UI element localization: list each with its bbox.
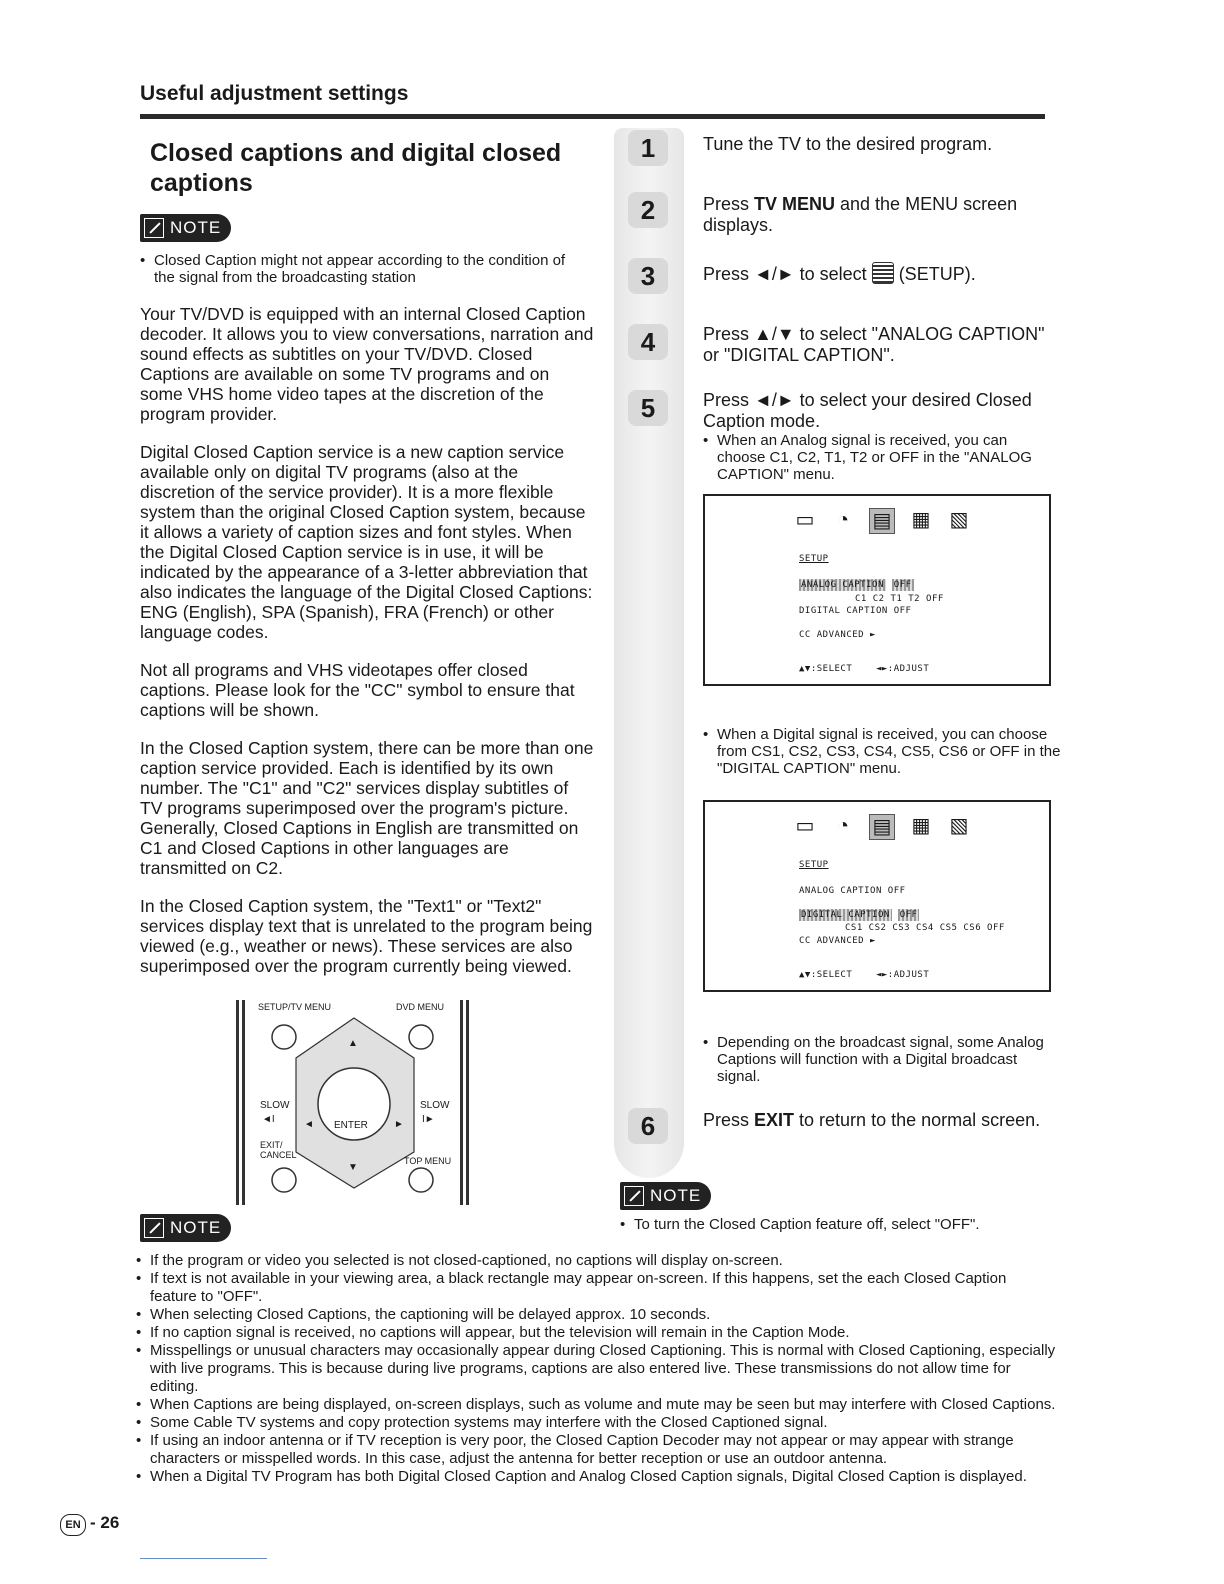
step-number-3: 3 [628, 258, 668, 294]
right-note-list [620, 1216, 1050, 1233]
step-number-6: 6 [628, 1108, 668, 1144]
step-2-text: Press TV MENU and the MENU screen displays. [703, 194, 1018, 235]
paragraph-2: Digital Closed Caption service is a new caption service available only on digital TV programs (also at the discretion of the service provider). It is a more flexible system than the original Closed Caption system, because it allows a variety of caption sizes and font styles. When the Digital Closed Caption service is in use, it will be indicated by the appearance of a 3-letter abbreviation that also indicates the language of the Digital Closed Captions: ENG (English), SPA (Spanish), FRA (French) or other language codes. [140, 442, 593, 642]
paragraph-3: Not all programs and VHS videotapes offer closed captions. Please look for the "CC" symbol to ensure that captions will be shown. [140, 660, 575, 720]
bottom-notes-list [136, 1252, 1056, 1486]
step5-bullet-2: • When a Digital signal is received, you can choose from CS1, CS2, CS3, CS4, CS5, CS6 or OFF in the "DIGITAL CAPTION" menu. [703, 726, 1063, 777]
slow-left-label: SLOW [260, 1100, 290, 1111]
step-number-4: 4 [628, 324, 668, 360]
step-number-2: 2 [628, 192, 668, 228]
step-number-1: 1 [628, 130, 668, 166]
note-icon [144, 218, 164, 238]
top-note-list [140, 252, 580, 286]
setup-icon: ▤ [869, 508, 895, 534]
bottom-note: • If the program or video you selected is not closed-captioned, no captions will display on-screen. [136, 1252, 1056, 1270]
digital-caption-row[interactable]: DIGITAL CAPTION OFF [801, 910, 918, 920]
setup-tv-menu-label: SETUP/TV MENU [258, 1002, 332, 1012]
picture-icon: ▭ [795, 815, 815, 837]
step-4-text: Press ▲/▼ to select "ANALOG CAPTION" or "DIGITAL CAPTION". [703, 324, 1045, 365]
audio-icon: ◔ [836, 509, 850, 531]
up-arrow-icon[interactable]: ▲ [348, 1038, 358, 1049]
cc-advanced-row[interactable]: CC ADVANCED ► [799, 936, 876, 946]
slow-right-label: SLOW [420, 1100, 450, 1111]
note-badge-bottom: NOTE [140, 1214, 231, 1243]
paragraph-5: In the Closed Caption system, the "Text1" or "Text2" services display text that is unrelated to the program being viewed (e.g., weather or news). These services are also superimposed over the program currently being viewed. [140, 896, 593, 976]
picture-icon: ▭ [795, 509, 815, 531]
setup-icon [872, 262, 894, 284]
right-note: • To turn the Closed Caption feature off, select "OFF". [620, 1216, 1050, 1233]
body-text [140, 304, 595, 994]
right-arrow-icon[interactable]: ► [394, 1119, 404, 1130]
option-icon: ▦ [911, 815, 931, 837]
lock-icon: ▧ [949, 815, 969, 837]
analog-caption-options: C1 C2 T1 T2 OFF [855, 594, 944, 604]
paragraph-4: In the Closed Caption system, there can be more than one caption service provided. Each is identified by its own number. The "C1" and "C2" services display subtitles of TV programs superimposed over the program's picture. Generally, Closed Captions in English are transmitted on C1 and Closed Captions in other languages are transmitted on C2. [140, 738, 594, 878]
enter-button[interactable]: ENTER [334, 1120, 368, 1131]
analog-caption-row[interactable]: ANALOG CAPTION OFF [801, 580, 912, 590]
step-3-text: Press ◄/► to select (SETUP). [703, 264, 976, 284]
note-icon [624, 1186, 644, 1206]
paragraph-1: Your TV/DVD is equipped with an internal Closed Caption decoder. It allows you to view conversations, narration and sound effects as subtitles on your TV/DVD. Closed Captions are available on some TV programs and on some VHS home video tapes at the discretion of the program provider. [140, 304, 594, 424]
menu-footer: ▲▼:SELECT ◄►:ADJUST [799, 970, 930, 980]
menu-screen-digital [703, 800, 1051, 992]
step5-bullet-3: • Depending on the broadcast signal, some Analog Captions will function with a Digital broadcast signal. [703, 1034, 1048, 1085]
bottom-note: • When Captions are being displayed, on-screen displays, such as volume and mute may be seen but may interfere with Closed Captions. [136, 1396, 1056, 1414]
menu-setup-label: SETUP [799, 554, 829, 564]
option-icon: ▦ [911, 509, 931, 531]
rew-icon: ◄I [262, 1114, 275, 1125]
down-arrow-icon[interactable]: ▼ [348, 1162, 358, 1173]
digital-caption-options: CS1 CS2 CS3 CS4 CS5 CS6 OFF [845, 923, 1005, 933]
menu-setup-label: SETUP [799, 860, 829, 870]
menu-footer: ▲▼:SELECT ◄►:ADJUST [799, 664, 930, 674]
remote-illustration [236, 1000, 472, 1205]
bottom-note: • Some Cable TV systems and copy protection systems may interfere with the Closed Captioned signal. [136, 1414, 1056, 1432]
top-menu-label: TOP MENU [404, 1156, 452, 1166]
digital-caption-row[interactable]: DIGITAL CAPTION OFF [799, 606, 912, 616]
dvd-menu-label: DVD MENU [396, 1002, 445, 1012]
note-icon [144, 1218, 164, 1238]
page-number: EN - 26 [60, 1513, 119, 1536]
footer-rule [140, 1558, 267, 1559]
bottom-note: • When selecting Closed Captions, the captioning will be delayed approx. 10 seconds. [136, 1306, 1056, 1324]
left-arrow-icon[interactable]: ◄ [304, 1119, 314, 1130]
step-5-text: Press ◄/► to select your desired Closed Caption mode. [703, 390, 1032, 431]
exit-cancel-label: EXIT/ CANCEL [260, 1140, 297, 1160]
menu-screen-analog [703, 494, 1051, 686]
bottom-note: • If no caption signal is received, no captions will appear, but the television will remain in the Caption Mode. [136, 1324, 1056, 1342]
note-badge-right: NOTE [620, 1182, 711, 1211]
bottom-note: • Misspellings or unusual characters may occasionally appear during Closed Captioning. This is normal with Closed Captioning, especially with live programs. This is because during live programs, captions are also entered live. These transmissions do not allow time for editing. [136, 1342, 1056, 1396]
bottom-note: • If using an indoor antenna or if TV reception is very poor, the Closed Caption Decoder may not appear or may appear with strange characters or misspelled words. In this case, adjust the antenna for better reception or use an outdoor antenna. [136, 1432, 1056, 1468]
setup-icon: ▤ [869, 814, 895, 840]
menu-icon-row [793, 814, 971, 840]
top-note: • Closed Caption might not appear according to the condition of the signal from the broadcasting station [140, 252, 580, 286]
menu-icon-row [793, 508, 971, 534]
ff-icon: I► [422, 1114, 435, 1125]
page-title: Closed captions and digital closed captions [150, 139, 562, 197]
step-6-text: Press EXIT to return to the normal screen. [703, 1110, 1041, 1130]
step5-bullet-1: • When an Analog signal is received, you can choose C1, C2, T1, T2 or OFF in the "ANALOG CAPTION" menu. [703, 432, 1048, 483]
lock-icon: ▧ [949, 509, 969, 531]
bottom-note: • If text is not available in your viewing area, a black rectangle may appear on-screen. If this happens, set the each Closed Caption feature to "OFF". [136, 1270, 1056, 1306]
analog-caption-row[interactable]: ANALOG CAPTION OFF [799, 886, 906, 896]
note-badge-top: NOTE [140, 214, 231, 243]
step-1-text: Tune the TV to the desired program. [703, 134, 993, 154]
header-rule [140, 114, 1045, 119]
audio-icon: ◔ [836, 815, 850, 837]
step-number-5: 5 [628, 390, 668, 426]
bottom-note: • When a Digital TV Program has both Digital Closed Caption and Analog Closed Caption signals, Digital Closed Caption is displayed. [136, 1468, 1056, 1486]
language-badge: EN [60, 1514, 86, 1536]
cc-advanced-row[interactable]: CC ADVANCED ► [799, 630, 876, 640]
section-header: Useful adjustment settings [140, 82, 409, 105]
